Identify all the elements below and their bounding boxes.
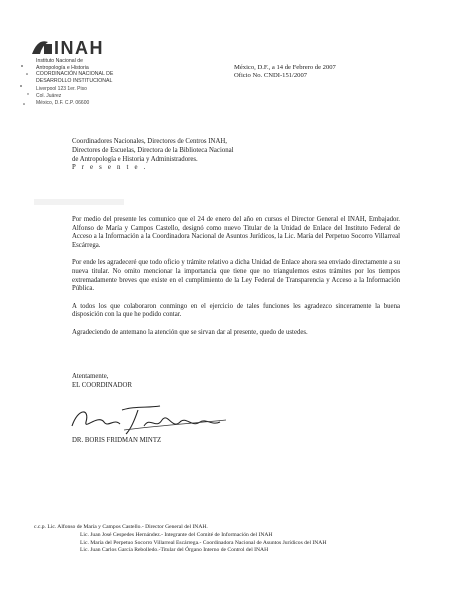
recipient-line: Directores de Escuelas, Directora de la Biblioteca Nacional [72, 146, 234, 154]
recipient-line: de Antropología e Historia y Administradores. [72, 155, 198, 163]
body-paragraph: Agradeciendo de antemano la atención que se sirvan dar al presente, quedo de ustedes. [72, 328, 308, 336]
address-line: Liverpool 123 1er. Piso [36, 86, 87, 92]
salutation: P r e s e n t e . [72, 164, 148, 172]
body-paragraph: A todos los que colaboraron conmingo en el ejercicio de tales funciones les agradezco sinceramente la buena disposición con la que he podido contar. [72, 302, 400, 319]
recipients-block [72, 138, 234, 173]
institution-line: COORDINACIÓN NACIONAL DE [36, 71, 114, 78]
place-date: México, D.F., a 14 de Febrero de 2007 [234, 64, 336, 71]
closing-line: Atentamente, [72, 373, 109, 380]
letter-body [72, 216, 400, 347]
closing-line: EL COORDINADOR [72, 381, 132, 389]
signer-name: DR. BORIS FRIDMAN MINTZ [72, 437, 162, 444]
institution-line: DESARROLLO INSTITUCIONAL [36, 77, 113, 84]
ccp-line: Lic. María del Perpetuo Socorro Villarreal Escárrega.- Coordinadora Nacional de Asuntos Jurídicos del INAH [80, 539, 327, 546]
address-line: México, D.F. C.P. 06600 [36, 99, 90, 106]
institution-line: Antropología e Historia [36, 64, 89, 71]
address-line: Col. Juárez [36, 92, 62, 99]
ccp-block [34, 524, 326, 555]
ccp-line: Lic. Juan José Cespedes Hernández.- Integrante del Comité de Información del INAH [80, 531, 273, 538]
ccp-line: Lic. Juan Carlos García Rebolledo.-Titular del Órgano Interno de Control del INAH [80, 547, 269, 554]
body-paragraph: Por ende les agradeceré que todo oficio y trámite relativo a dicha Unidad de Enlace ahora sea enviado directamente a su nueva titular. No omito mencionar la importancia que tiene que no triangulemos estos trámites por los tiempos extremadamente breves que existe en el cumplimiento de la Ley Federal de Transparencia y Acceso a la Información Pública. [72, 259, 400, 293]
closing-block [72, 373, 132, 390]
institution-block [36, 58, 166, 84]
recipient-line: Coordinadores Nacionales, Directores de Centros INAH, [72, 138, 227, 145]
body-paragraph: Por medio del presente les comunico que el 24 de enero del año en cursos el Director General el INAH, Embajador. Alfonso de María y Campos Castello, designó como nuevo Titular de la Unidad de Enlace del Instituto Federal de Acceso a la Información a la Coordinadora Nacional de Asuntos Jurídicos, la Lic. María del Perpetuo Socorro Villarreal Escárrega. [72, 216, 400, 249]
decorative-marks [18, 60, 32, 110]
address-block [36, 86, 156, 106]
inah-logo-graphic [30, 36, 135, 58]
faint-stamp-mark [34, 197, 124, 207]
inah-logo [30, 36, 135, 58]
logo-text: INAH [54, 38, 104, 58]
ccp-line: c.c.p. Lic. Alfonso de María y Campos Castello.- Director General del INAH. [34, 524, 208, 530]
oficio-number: Oficio No. CNDI-151/2007 [234, 72, 308, 79]
institution-line: Instituto Nacional de [36, 58, 84, 64]
date-block [234, 64, 336, 80]
handwritten-signature [64, 400, 234, 438]
